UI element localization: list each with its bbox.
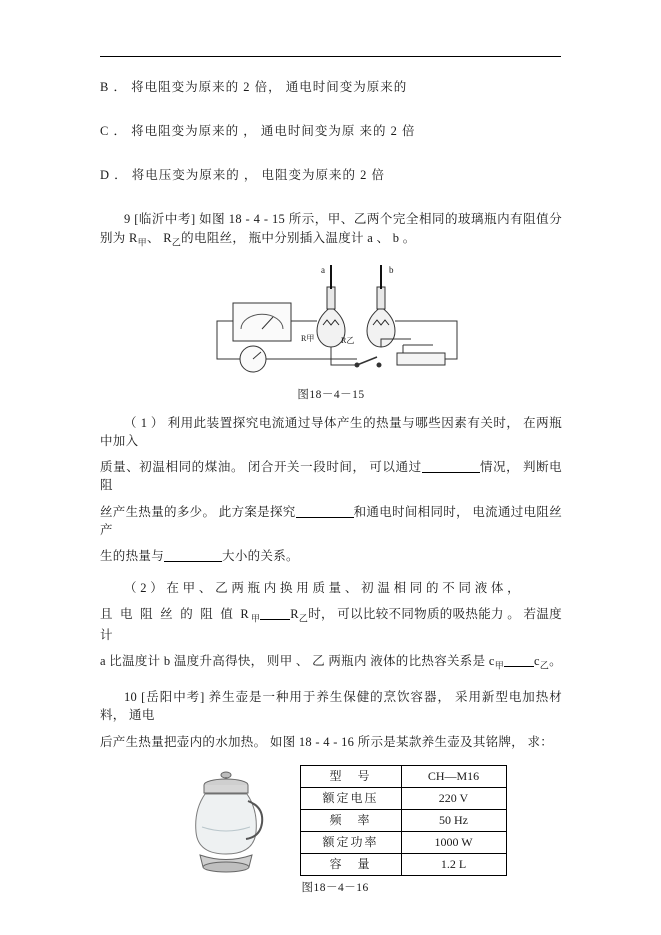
q9-part1-d: 丝产生热量的多少。 此方案是探究 [100, 504, 296, 519]
table-row [300, 831, 506, 853]
q9-part2-line3 [100, 652, 562, 673]
q9-part1-line4 [100, 547, 562, 565]
q9-part1-line1: （ 1 ） 利用此装置探究电流通过导体产生的热量与哪些因素有关时， 在两瓶中加入 [100, 416, 562, 449]
spec-value-power: 1000 W [401, 831, 506, 853]
q9-part1-line3 [100, 503, 562, 539]
q9-part1-c: 情况， 判断电阻 [100, 460, 562, 493]
q9-part1-b: 质量、初温相同的煤油。 闭合开关一段时间， 可以通过 [100, 460, 422, 475]
header-divider [100, 56, 561, 57]
q9-sub-jia: 甲 [137, 237, 147, 247]
q9-part2-d: 时， 可以比较不同物质的吸热能力 。 若温度计 [100, 607, 562, 642]
spec-label-model: 型 号 [300, 765, 401, 787]
answer-blank-5[interactable] [504, 654, 534, 667]
label-r-jia: R甲 [301, 334, 315, 344]
answer-blank-3[interactable] [164, 549, 222, 562]
answer-blank-1[interactable] [422, 460, 480, 473]
spec-label-frequency: 频 率 [300, 809, 401, 831]
table-row [300, 787, 506, 809]
spec-label-capacity: 容 量 [300, 853, 401, 875]
spec-value-model: CH—M16 [401, 765, 506, 787]
option-c: C ． 将电阻变为原来的 ， 通电时间变为原 来的 2 倍 [100, 124, 416, 139]
q9-part2-sub-c-yi: 乙 [539, 660, 550, 671]
document-content [100, 78, 562, 895]
answer-blank-4[interactable] [260, 607, 290, 620]
q9-part2-f: c [534, 653, 540, 668]
q9-part2-g: 。 [549, 653, 562, 668]
spec-label-voltage: 额定电压 [300, 787, 401, 809]
figure-18-4-15 [100, 259, 562, 402]
q9-stem-part3: 的电阻丝， 瓶中分别插入温度计 a 、 b 。 [181, 230, 416, 245]
table-row [300, 853, 506, 875]
q9-part2-c: R [290, 607, 299, 622]
answer-blank-2[interactable] [296, 505, 354, 518]
option-b: B ． 将电阻变为原来的 2 倍， 通电时间变为原来的 [100, 80, 408, 94]
q9-part2-line1: （ 2 ） 在 甲 、 乙 两 瓶 内 换 用 质 量 、 初 温 相 同 的 不 同 液 体 ， [124, 580, 520, 595]
nameplate-table [300, 765, 507, 876]
q9-part1-line2 [100, 458, 562, 494]
option-d: D ． 将电压变为原来的 ， 电阻变为原来的 2 倍 [100, 168, 386, 183]
q9-part2-b: 且 电 阻 丝 的 阻 值 R [100, 607, 251, 622]
table-row [300, 809, 506, 831]
q9-stem-part2: 、 R [146, 230, 172, 245]
spec-value-voltage: 220 V [401, 787, 506, 809]
spec-value-frequency: 50 Hz [401, 809, 506, 831]
q9-sub-yi: 乙 [171, 237, 182, 247]
question-10-line1: 10 [岳阳中考] 养生壶是一种用于养生保健的烹饮容器， 采用新型电加热材料， 通电 [100, 690, 562, 723]
q9-part1-f: 生的热量与 [100, 548, 165, 563]
question-9-stem [100, 210, 562, 249]
q9-part1-e: 和通电时间相同时， 电流通过电阻丝产 [100, 504, 562, 537]
label-b: b [389, 265, 394, 276]
q9-part2-line2 [100, 605, 562, 644]
q9-part2-e: a 比温度计 b 温度升高得快， 则甲 、 乙 两瓶内 液体的比热容关系是 c [100, 653, 495, 668]
q9-stem-part1: 9 [临沂中考] 如图 18 - 4 - 15 所示，甲、乙两个完全相同的玻璃瓶内有阻值分别为 R [100, 212, 562, 245]
health-pot-svg [178, 765, 274, 877]
label-a: a [321, 265, 325, 276]
q9-part2-sub-jia: 甲 [250, 613, 261, 624]
figure-18-4-16-caption: 图18－4－16 [301, 881, 369, 894]
q9-part2-sub-yi: 乙 [298, 613, 309, 624]
figure-18-4-16 [110, 765, 562, 895]
question-10-line2: 后产生热量把壶内的水加热。 如图 18 - 4 - 16 所示是某款养生壶及其铭牌， 求： [100, 734, 554, 749]
q9-part2-sub-c-jia: 甲 [494, 660, 504, 671]
label-r-yi: R乙 [341, 336, 355, 346]
q9-part1-g: 大小的关系。 [222, 548, 299, 563]
figure-18-4-15-caption: 图18－4－15 [297, 389, 365, 402]
table-row [300, 765, 506, 787]
nameplate-table-column [300, 765, 507, 895]
kettle-illustration-column [166, 765, 286, 877]
spec-value-capacity: 1.2 L [401, 853, 506, 875]
spec-label-power: 额定功率 [300, 831, 401, 853]
circuit-diagram-svg [181, 259, 481, 379]
